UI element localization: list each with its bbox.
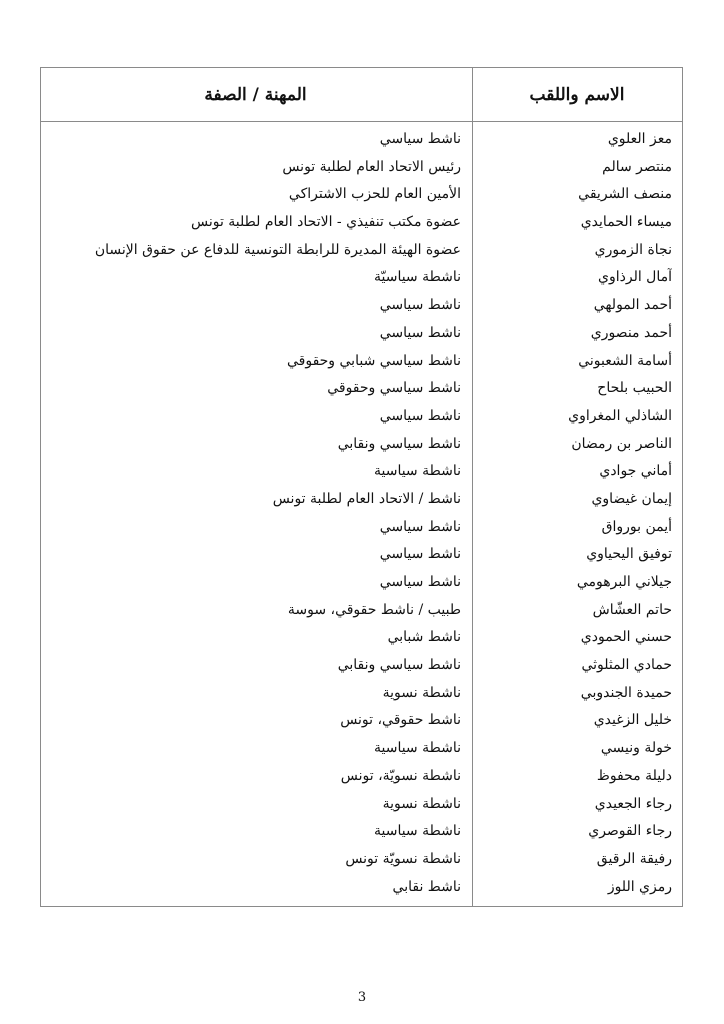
page-number: 3 [357,990,367,1005]
role-cell: ناشط سياسي [379,518,461,535]
name-cell: نجاة الزموري [594,241,672,258]
table-row [41,707,682,735]
table-row [41,652,682,680]
table-row [41,154,682,182]
role-cell: ناشط نقابي [392,878,461,895]
table-row [41,348,682,376]
table-row [41,237,682,265]
table-row [41,126,682,154]
table-row [41,264,682,292]
table-body [41,126,682,901]
table-row [41,486,682,514]
role-cell: ناشط سياسي شبابي وحقوقي [286,352,461,369]
role-cell: عضوة مكتب تنفيذي - الاتحاد العام لطلبة تونس [190,214,461,231]
role-cell: ناشطة نسوية [382,795,461,812]
name-cell: أماني جوادي [599,463,672,480]
role-cell: طبيب / ناشط حقوقي، سوسة [287,601,461,618]
table-row [41,680,682,708]
name-cell: رفيقة الرقيق [596,850,672,867]
name-cell: منتصر سالم [602,158,672,175]
role-cell: ناشط سياسي [379,574,461,590]
name-cell: حسني الحمودي [580,629,672,646]
name-cell: أحمد المولهي [593,297,672,314]
role-cell: ناشطة سياسية [373,823,461,840]
table-row [41,181,682,209]
role-cell: ناشط شبابي [387,629,461,646]
role-cell: ناشط سياسي [379,297,461,314]
role-cell: ناشط حقوقي، تونس [340,712,461,729]
header-name: الاسم واللقب [529,85,625,105]
role-cell: ناشطة نسويّة، تونس [340,767,461,784]
role-cell: ناشط / الاتحاد العام لطلبة تونس [272,490,461,507]
role-cell: ناشط سياسي [379,407,461,424]
name-cell: حاتم العشّاش [592,601,672,618]
name-cell: حميدة الجندوبي [580,684,672,701]
role-cell: عضوة الهيئة المديرة للرابطة التونسية للدفاع عن حقوق الإنسان [94,241,461,258]
table-row [41,431,682,459]
name-cell: ميساء الحمايدي [580,214,672,231]
signatories-table [40,67,683,907]
table-header-row [41,68,682,122]
role-cell: الأمين العام للحزب الاشتراكي [288,186,461,203]
table-row [41,846,682,874]
table-row [41,458,682,486]
table-row [41,569,682,597]
name-cell: الشاذلي المغراوي [568,407,672,424]
table-row [41,763,682,791]
name-cell: خليل الزغيدي [593,712,672,729]
table-row [41,735,682,763]
role-cell: ناشط سياسي [379,131,461,147]
name-cell: معز العلوي [607,131,672,147]
name-cell: آمال الرذاوي [598,269,672,286]
role-cell: رئيس الاتحاد العام لطلبة تونس [282,158,461,175]
name-cell: أحمد منصوري [590,324,672,341]
name-cell: رجاء الجعيدي [594,795,672,812]
table-row [41,320,682,348]
role-cell: ناشطة سياسية [373,463,461,480]
role-cell: ناشطة نسوية [382,684,461,701]
name-cell: حمادي المثلوثي [581,657,672,674]
name-cell: جيلاني البرهومي [576,574,672,590]
table-row [41,791,682,819]
header-role: المهنة / الصفة [204,85,307,105]
name-cell: أيمن بورواق [601,518,672,535]
name-cell: دليلة محفوظ [596,767,672,784]
role-cell: ناشطة نسويّة تونس [345,850,461,867]
table-row [41,541,682,569]
name-cell: رجاء القوصري [588,823,672,840]
role-cell: ناشطة سياسيّة [373,269,461,286]
role-cell: ناشط سياسي [379,546,461,563]
role-cell: ناشط سياسي ونقابي [337,657,461,674]
role-cell: ناشطة سياسية [373,740,461,757]
table-row [41,818,682,846]
name-cell: خولة ونيسي [600,740,672,757]
name-cell: أسامة الشعبوني [578,352,672,369]
role-cell: ناشط سياسي ونقابي [337,435,461,452]
role-cell: ناشط سياسي [379,324,461,341]
table-row [41,403,682,431]
table-row [41,874,682,902]
table-row [41,209,682,237]
table-row [41,292,682,320]
name-cell: توفيق اليحياوي [586,546,672,563]
name-cell: إيمان غيضاوي [591,490,672,507]
name-cell: رمزي اللوز [607,878,672,895]
name-cell: الحبيب بلحاح [597,380,672,397]
name-cell: منصف الشريقي [578,186,672,203]
table-row [41,514,682,542]
table-row [41,597,682,625]
table-row [41,375,682,403]
table-row [41,624,682,652]
role-cell: ناشط سياسي وحقوقي [327,380,461,397]
name-cell: الناصر بن رمضان [571,435,672,452]
